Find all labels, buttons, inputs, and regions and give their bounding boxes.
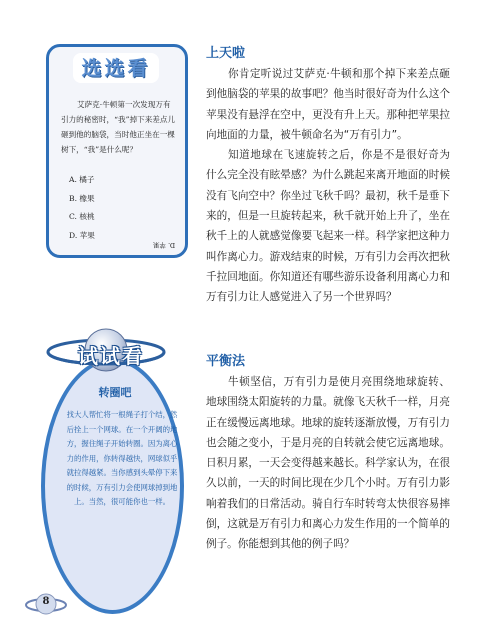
try-it-text: 找大人帮忙将一根绳子打个结，然后拴上一个网球。在一个开阔的地方，握住绳子开始转圈。因为离心力的作用，你转得越快，网球似乎就拉得越紧。当你感到头晕停下来的时候，万有引力会使网球掉到地上。当然，很可能你也一样。 (66, 410, 178, 506)
quiz-option-c: C. 核桃 (69, 212, 95, 221)
quiz-options (69, 171, 95, 245)
quiz-option-b: B. 橡果 (69, 193, 95, 203)
section-heading-balance: 平衡法 (206, 354, 246, 369)
try-it-title: 试试看 (78, 344, 144, 368)
try-it-banner (44, 326, 168, 378)
quiz-title: 选选看 (73, 53, 159, 83)
quiz-option-d: D. 苹果 (69, 230, 95, 240)
paragraph: 牛顿坚信，万有引力是使月亮围绕地球旋转、地球围绕太阳旋转的力量。就像飞天秋千一样，月亮正在缓慢远离地球。地球的旋转逐渐放慢，万有引力也会随之变小，于是月亮的自转就会使它远离地球。日积月累，一天会变得越来越长。科学家认为，在很久以前，一天的时间比现在少几个小时。万有引力影响着我们的日常活动。骑自行车时转弯太快很容易摔倒，这就是万有引力和离心力发生作用的一个简单的例子。你能想到其他的例子吗？ (206, 376, 450, 551)
paragraph: 你肯定听说过艾萨克·牛顿和那个掉下来差点砸到他脑袋的苹果的故事吧？他当时很好奇为什么这个苹果没有悬浮在空中，更没有升上天。那种把苹果拉向地面的力量，被牛顿命名为“万有引力”。 (206, 68, 450, 141)
page-number-badge (24, 590, 68, 620)
section-body-balance (206, 372, 450, 555)
quiz-question: 艾萨克·牛顿第一次发现万有引力的秘密时，“我”掉下来差点儿砸到他的脑袋，当时他正坐在一棵树下，“我”是什么呢？ (61, 100, 176, 154)
section-heading-up: 上天啦 (206, 46, 246, 61)
paragraph: 知道地球在飞速旋转之后，你是不是很好奇为什么完全没有眩晕感？为什么跳起来离开地面的时候没有飞向空中？你坐过飞秋千吗？最初，秋千是垂下来的，但是一旦旋转起来，秋千就开始上升了，坐在秋千上的人就感觉像要飞起来一样。科学家把这种力叫作离心力。游戏结束的时候，万有引力会再次把秋千拉回地面。你知道还有哪些游乐设备利用离心力和万有引力让人感觉进入了另一个世界吗？ (206, 149, 450, 304)
quiz-box (46, 44, 188, 258)
section-body-up (206, 64, 450, 308)
page-number: 8 (42, 596, 50, 607)
quiz-answer-upside-down: D. 苹果 (152, 241, 175, 249)
quiz-option-a: A. 橘子 (69, 175, 95, 184)
try-it-subtitle: 转圈吧 (98, 386, 132, 399)
